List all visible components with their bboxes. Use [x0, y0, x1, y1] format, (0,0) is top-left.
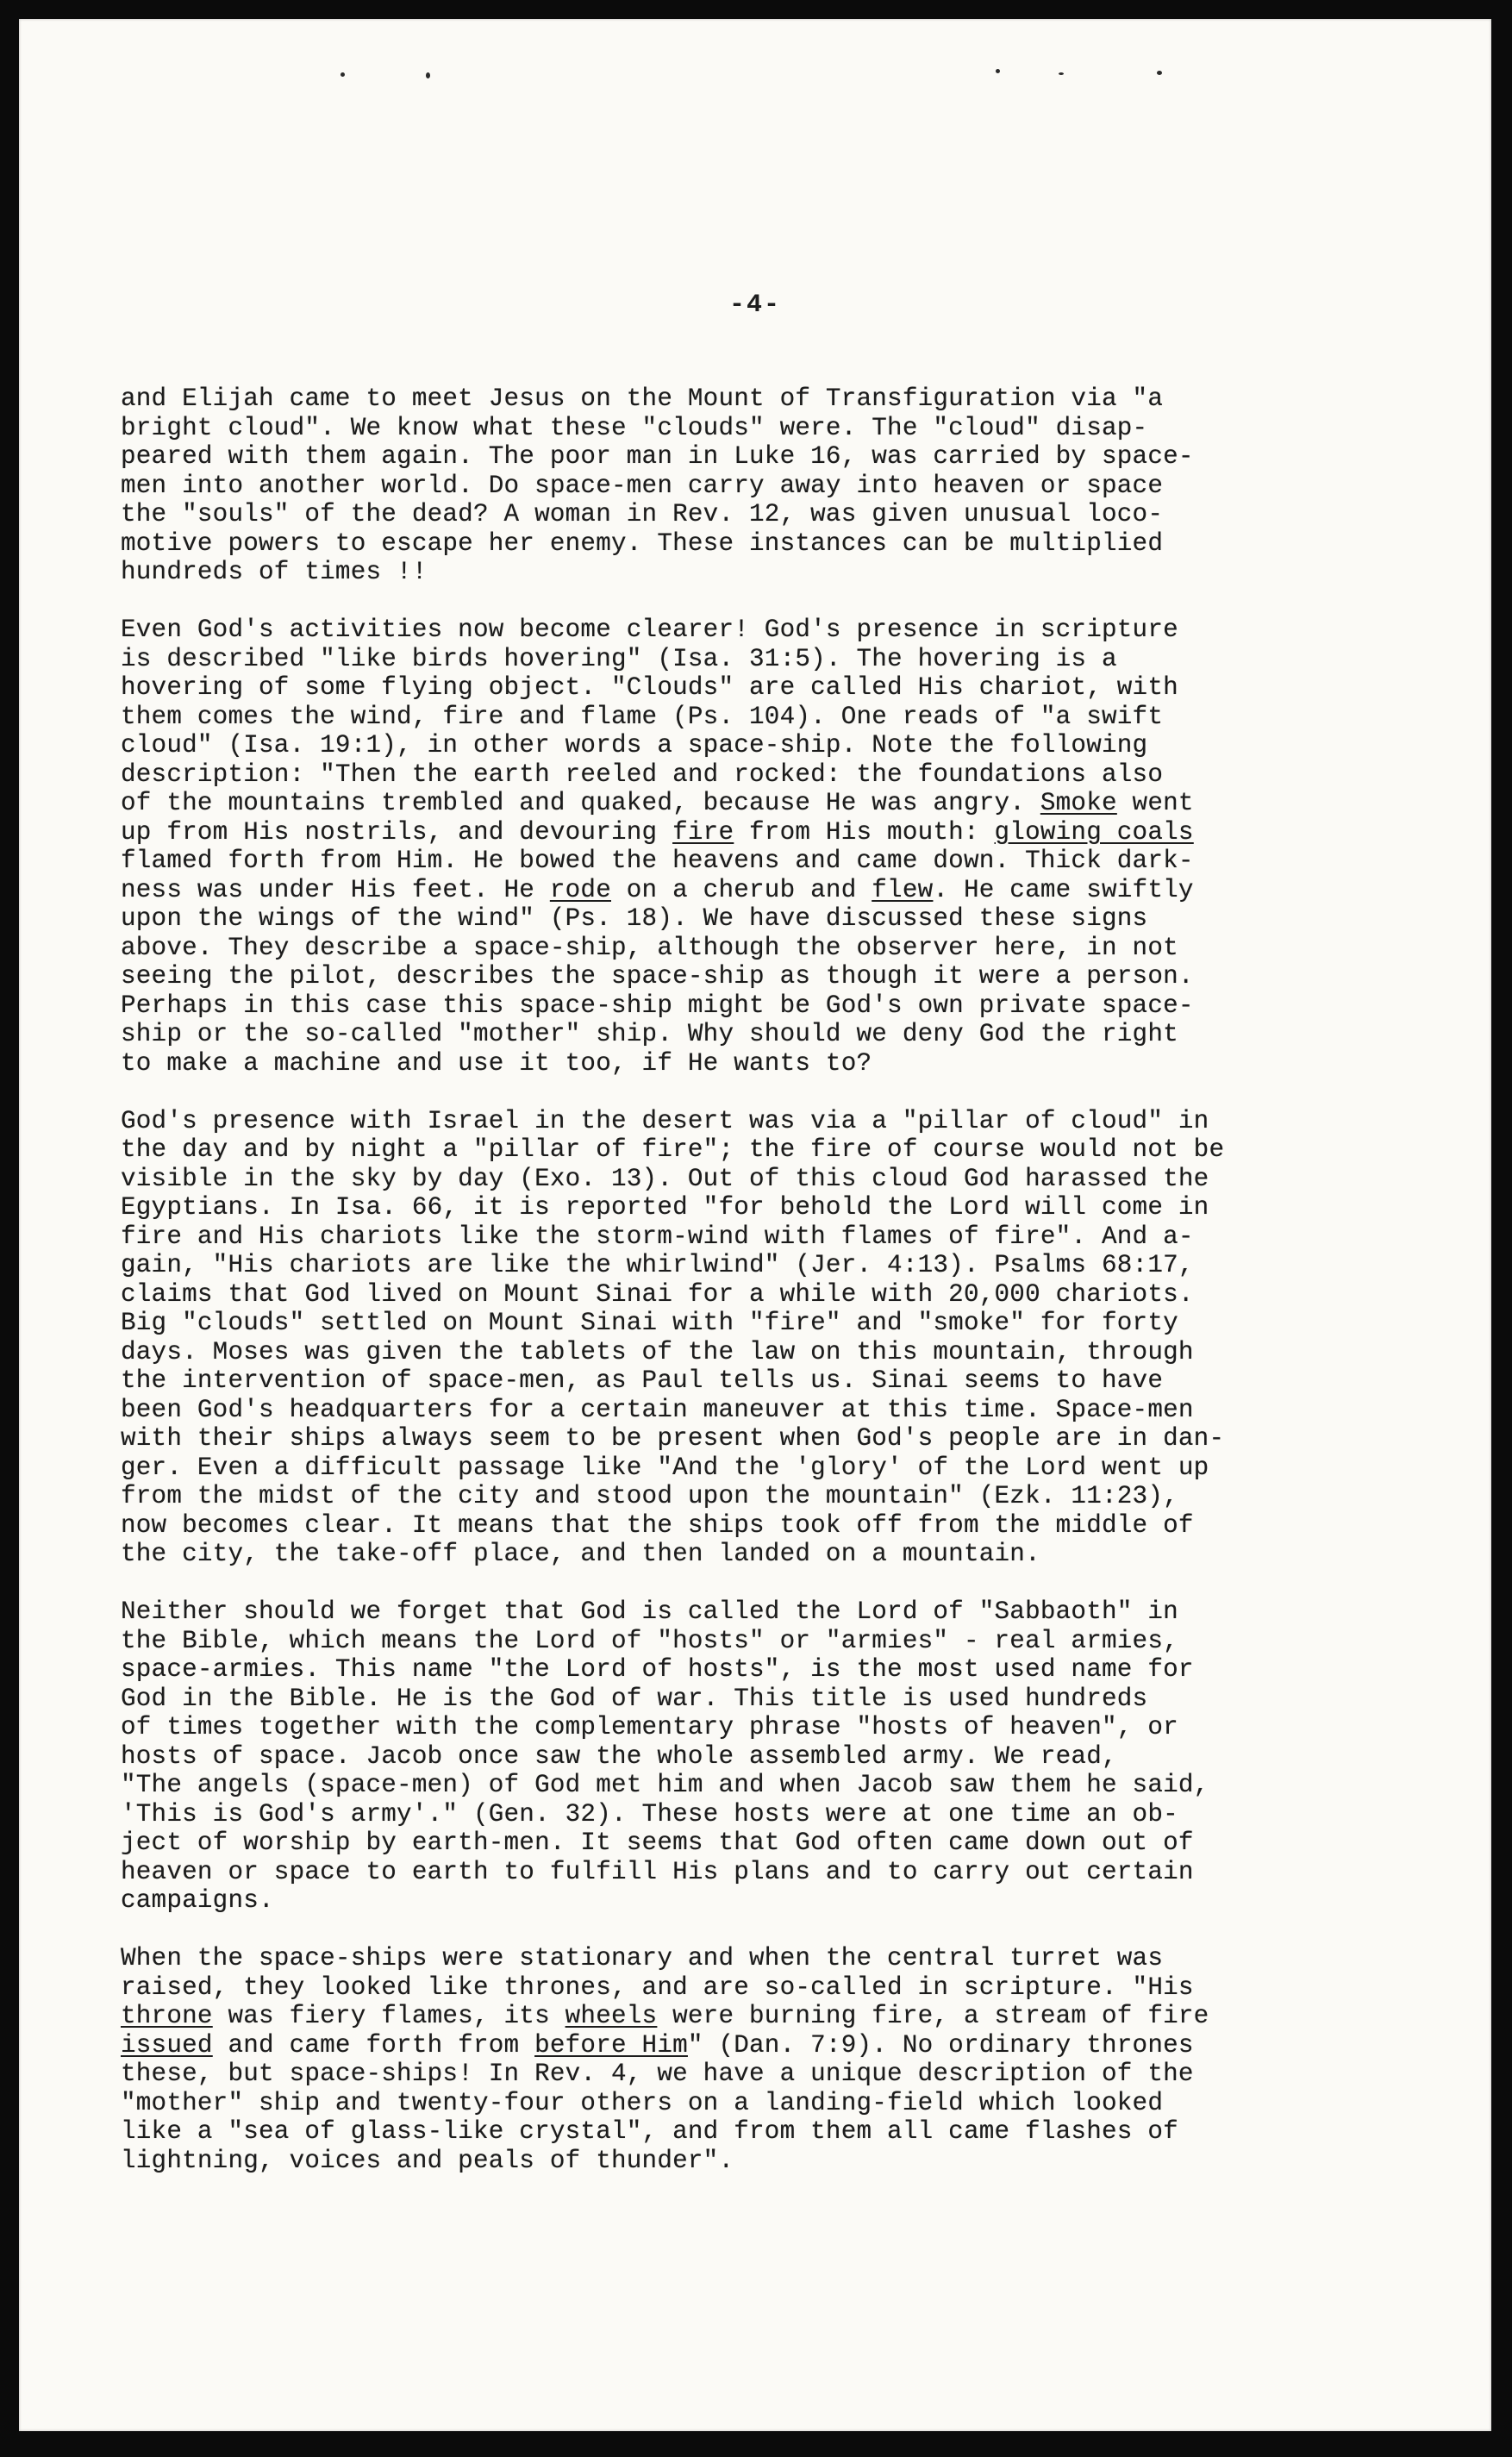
paragraph: [121, 1944, 1440, 2175]
text-line: [121, 962, 1440, 991]
text-segment: cloud" (Isa. 19:1), in other words a space-ship. Note the following: [121, 731, 1148, 760]
underlined-text: fire: [672, 817, 734, 847]
text-segment: claims that God lived on Mount Sinai for a while with 20,000 chariots.: [121, 1279, 1194, 1309]
text-segment: bright cloud". We know what these "clouds" were. The "cloud" disap-: [121, 413, 1148, 442]
text-segment: "The angels (space-men) of God met him and when Jacob saw them he said,: [121, 1771, 1209, 1799]
text-line: [121, 1049, 1440, 1078]
text-line: [121, 1771, 1440, 1800]
text-line: [121, 1511, 1440, 1541]
paragraph: [121, 384, 1440, 587]
text-line: [121, 2089, 1440, 2118]
document-page: [19, 19, 1491, 2431]
text-line: [121, 1366, 1440, 1396]
text-line: [121, 1454, 1440, 1483]
text-line: [121, 2031, 1440, 2060]
text-segment: from His mouth:: [734, 817, 995, 847]
text-line: [121, 442, 1440, 472]
text-segment: and came forth from: [212, 2030, 535, 2060]
text-segment: above. They describe a space-ship, although the observer here, in not: [121, 933, 1178, 962]
text-line: [121, 529, 1440, 559]
text-line: [121, 2060, 1440, 2089]
text-line: [121, 1655, 1440, 1685]
text-segment: hovering of some flying object. "Clouds" are called His chariot, with: [121, 673, 1178, 702]
text-line: [121, 1107, 1440, 1136]
text-line: [121, 703, 1440, 732]
text-segment: like a "sea of glass-like crystal", and from them all came flashes of: [121, 2117, 1178, 2146]
text-segment: them comes the wind, fire and flame (Ps. 104). One reads of "a swift: [121, 702, 1164, 731]
text-line: [121, 414, 1440, 443]
text-line: [121, 1800, 1440, 1829]
text-line: [121, 1597, 1440, 1627]
text-line: [121, 731, 1440, 760]
text-segment: ship or the so-called "mother" ship. Why should we deny God the right: [121, 1020, 1178, 1048]
text-line: [121, 1482, 1440, 1511]
text-line: [121, 558, 1440, 587]
text-line: [121, 847, 1440, 876]
ink-speck: [426, 72, 430, 78]
text-line: [121, 1135, 1440, 1165]
text-segment: God's presence with Israel in the desert was via a "pillar of cloud" in: [121, 1106, 1209, 1135]
document-body: [121, 384, 1440, 2204]
text-segment: with their ships always seem to be present when God's people are in dan-: [121, 1424, 1225, 1453]
text-segment: upon the wings of the wind" (Ps. 18). We have discussed these signs: [121, 904, 1148, 933]
text-segment: and Elijah came to meet Jesus on the Mount of Transfiguration via "a: [121, 384, 1164, 413]
text-segment: was fiery flames, its: [212, 2002, 565, 2030]
text-segment: the day and by night a "pillar of fire"; the fire of course would not be: [121, 1135, 1225, 1164]
text-line: [121, 1713, 1440, 1742]
text-segment: heaven or space to earth to fulfill His plans and to carry out certain: [121, 1857, 1194, 1886]
text-line: [121, 616, 1440, 645]
text-segment: seeing the pilot, describes the space-ship as though it were a person.: [121, 962, 1194, 991]
text-line: [121, 2002, 1440, 2031]
text-line: [121, 1280, 1440, 1310]
text-segment: description: "Then the earth reeled and rocked: the foundations also: [121, 760, 1164, 789]
text-line: [121, 1193, 1440, 1222]
text-segment: campaigns.: [121, 1886, 274, 1915]
text-segment: fire and His chariots like the storm-wind with flames of fire". And a-: [121, 1222, 1194, 1251]
paragraph: [121, 1597, 1440, 1916]
paragraph: [121, 616, 1440, 1078]
text-segment: Perhaps in this case this space-ship might be God's own private space-: [121, 991, 1194, 1020]
underlined-text: issued: [121, 2030, 213, 2060]
text-segment: "mother" ship and twenty-four others on a landing-field which looked: [121, 2088, 1164, 2117]
text-segment: been God's headquarters for a certain maneuver at this time. Space-men: [121, 1395, 1194, 1424]
text-segment: hosts of space. Jacob once saw the whole assembled army. We read,: [121, 1741, 1117, 1771]
text-line: [121, 1973, 1440, 2003]
text-segment: ness was under His feet. He: [121, 875, 550, 904]
text-line: [121, 500, 1440, 529]
text-line: [121, 1685, 1440, 1714]
text-segment: on a cherub and: [611, 875, 872, 904]
text-segment: hundreds of times !!: [121, 558, 428, 586]
underlined-text: Smoke: [1040, 789, 1117, 817]
text-segment: the Bible, which means the Lord of "hosts" or "armies" - real armies,: [121, 1626, 1178, 1655]
text-line: [121, 1338, 1440, 1367]
text-segment: God in the Bible. He is the God of war. This title is used hundreds: [121, 1684, 1148, 1713]
text-segment: visible in the sky by day (Exo. 13). Out of this cloud God harassed the: [121, 1164, 1209, 1193]
text-line: [121, 760, 1440, 790]
text-line: [121, 934, 1440, 963]
text-segment: men into another world. Do space-men carry away into heaven or space: [121, 471, 1164, 500]
underlined-text: rode: [549, 875, 611, 904]
text-line: [121, 789, 1440, 818]
underlined-text: throne: [121, 2002, 213, 2030]
text-segment: Big "clouds" settled on Mount Sinai with "fire" and "smoke" for forty: [121, 1309, 1178, 1337]
text-segment: Neither should we forget that God is called the Lord of "Sabbaoth" in: [121, 1597, 1178, 1626]
text-segment: the "souls" of the dead? A woman in Rev. 12, was given unusual loco-: [121, 500, 1164, 528]
ink-speck: [341, 72, 345, 77]
text-line: [121, 1165, 1440, 1194]
text-line: [121, 904, 1440, 934]
text-segment: of times together with the complementary phrase "hosts of heaven", or: [121, 1713, 1178, 1741]
text-segment: space-armies. This name "the Lord of hosts", is the most used name for: [121, 1655, 1194, 1684]
text-segment: ger. Even a difficult passage like "And the 'glory' of the Lord went up: [121, 1453, 1209, 1482]
text-segment: . He came swiftly: [933, 875, 1194, 904]
text-line: [121, 876, 1440, 905]
text-line: [121, 1309, 1440, 1338]
text-line: [121, 1540, 1440, 1569]
text-segment: days. Moses was given the tablets of the law on this mountain, through: [121, 1337, 1194, 1366]
text-segment: Even God's activities now become clearer! God's presence in scripture: [121, 616, 1178, 644]
text-line: [121, 1627, 1440, 1656]
text-line: [121, 472, 1440, 501]
text-segment: ject of worship by earth-men. It seems that God often came down out of: [121, 1829, 1194, 1857]
text-segment: flamed forth from Him. He bowed the heavens and came down. Thick dark-: [121, 847, 1194, 875]
text-segment: from the midst of the city and stood upon the mountain" (Ezk. 11:23),: [121, 1482, 1178, 1510]
text-segment: peared with them again. The poor man in Luke 16, was carried by space-: [121, 442, 1194, 471]
text-line: [121, 1829, 1440, 1858]
text-segment: up from His nostrils, and devouring: [121, 817, 673, 847]
text-segment: is described "like birds hovering" (Isa. 31:5). The hovering is a: [121, 644, 1117, 673]
text-segment: of the mountains trembled and quaked, because He was angry.: [121, 789, 1040, 817]
text-segment: raised, they looked like thrones, and are so-called in scripture. "His: [121, 1972, 1194, 2002]
text-segment: " (Dan. 7:9). No ordinary thrones: [687, 2030, 1194, 2060]
text-line: [121, 645, 1440, 674]
text-segment: Egyptians. In Isa. 66, it is reported "for behold the Lord will come in: [121, 1193, 1209, 1222]
text-segment: 'This is God's army'." (Gen. 32). These hosts were at one time an ob-: [121, 1799, 1178, 1829]
text-line: [121, 673, 1440, 703]
text-line: [121, 1222, 1440, 1252]
text-segment: motive powers to escape her enemy. These instances can be multiplied: [121, 528, 1164, 558]
text-segment: lightning, voices and peals of thunder".: [121, 2146, 734, 2175]
text-line: [121, 818, 1440, 847]
text-line: [121, 384, 1440, 414]
text-line: [121, 1886, 1440, 1916]
text-segment: gain, "His chariots are like the whirlwind" (Jer. 4:13). Psalms 68:17,: [121, 1251, 1194, 1279]
text-line: [121, 2117, 1440, 2147]
text-line: [121, 1251, 1440, 1280]
text-segment: the city, the take-off place, and then landed on a mountain.: [121, 1540, 1040, 1568]
underlined-text: glowing coals: [994, 817, 1194, 847]
text-line: [121, 1396, 1440, 1425]
text-segment: now becomes clear. It means that the ships took off from the middle of: [121, 1510, 1194, 1540]
paragraph: [121, 1107, 1440, 1569]
text-line: [121, 1742, 1440, 1772]
text-segment: were burning fire, a stream of fire: [657, 2002, 1209, 2030]
ink-speck: [996, 69, 1000, 73]
text-line: [121, 1424, 1440, 1454]
text-line: [121, 991, 1440, 1021]
text-line: [121, 2147, 1440, 2176]
underlined-text: before Him: [534, 2030, 688, 2060]
underlined-text: flew: [872, 875, 934, 904]
text-line: [121, 1858, 1440, 1887]
ink-speck: [1157, 71, 1162, 75]
text-segment: When the space-ships were stationary and when the central turret was: [121, 1944, 1164, 1972]
underlined-text: wheels: [565, 2002, 658, 2030]
page-number: -4-: [728, 291, 781, 320]
text-segment: the intervention of space-men, as Paul tells us. Sinai seems to have: [121, 1366, 1164, 1395]
text-segment: went: [1116, 789, 1194, 817]
text-line: [121, 1020, 1440, 1049]
text-line: [121, 1944, 1440, 1973]
ink-speck: [1059, 72, 1064, 75]
text-segment: to make a machine and use it too, if He wants to?: [121, 1048, 872, 1078]
text-segment: these, but space-ships! In Rev. 4, we have a unique description of the: [121, 2060, 1194, 2088]
